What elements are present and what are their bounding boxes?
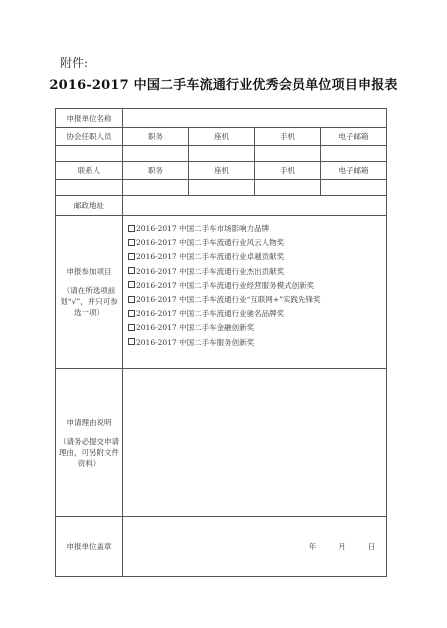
checkbox-icon[interactable] <box>128 225 135 232</box>
checkbox-icon[interactable] <box>128 310 135 317</box>
checkbox-icon[interactable] <box>128 296 135 303</box>
projects-options <box>123 216 387 369</box>
contact-col-landline: 座机 <box>189 162 255 180</box>
contact-mobile-field[interactable] <box>255 180 321 196</box>
attachment-label: 附件: <box>60 56 89 70</box>
project-option[interactable]: 2016-2017 中国二手车流通行业驰名品牌奖 <box>128 307 384 321</box>
row-contact-entry <box>56 180 387 196</box>
contact-position-field[interactable] <box>123 180 189 196</box>
row-address <box>56 196 387 216</box>
seal-label: 申报单位盖章 <box>56 517 123 577</box>
application-form-table <box>55 108 387 577</box>
reason-note: （请务必提交申请理由，可另附文件资料） <box>59 436 119 468</box>
project-option[interactable]: 2016-2017 中国二手车流通行业“互联网+”实践先锋奖 <box>128 293 384 307</box>
address-label: 邮政地址 <box>56 196 123 216</box>
seal-month: 月 <box>338 542 346 551</box>
checkbox-icon[interactable] <box>128 239 135 246</box>
seal-day: 日 <box>367 542 376 551</box>
association-label: 协会任职人员 <box>56 128 123 146</box>
row-projects <box>56 216 387 369</box>
seal-field[interactable] <box>123 517 387 577</box>
contact-label: 联系人 <box>56 162 123 180</box>
reason-label-cell <box>56 369 123 517</box>
checkbox-icon[interactable] <box>128 281 135 288</box>
project-option[interactable]: 2016-2017 中国二手车流通行业杰出贡献奖 <box>128 265 384 279</box>
association-col-position: 职务 <box>123 128 189 146</box>
project-option[interactable]: 2016-2017 中国二手车流通行业卓越贡献奖 <box>128 250 384 264</box>
association-col-mobile: 手机 <box>255 128 321 146</box>
applicant-name-field[interactable] <box>123 109 387 128</box>
contact-email-field[interactable] <box>321 180 387 196</box>
association-col-landline: 座机 <box>189 128 255 146</box>
row-contact-header <box>56 162 387 180</box>
contact-col-mobile: 手机 <box>255 162 321 180</box>
project-option[interactable]: 2016-2017 中国二手车市场影响力品牌 <box>128 222 384 236</box>
association-position-field[interactable] <box>123 146 189 162</box>
association-col-email: 电子邮箱 <box>321 128 387 146</box>
project-option[interactable]: 2016-2017 中国二手车服务创新奖 <box>128 336 384 350</box>
reason-label: 申请理由说明 <box>66 417 112 427</box>
contact-col-email: 电子邮箱 <box>321 162 387 180</box>
applicant-name-label: 申报单位名称 <box>56 109 123 128</box>
projects-label-cell <box>56 216 123 369</box>
address-field[interactable] <box>123 196 387 216</box>
checkbox-icon[interactable] <box>128 338 135 345</box>
reason-field[interactable] <box>123 369 387 517</box>
seal-date <box>309 541 376 552</box>
association-mobile-field[interactable] <box>255 146 321 162</box>
project-option[interactable]: 2016-2017 中国二手车流通行业经营服务模式创新奖 <box>128 279 384 293</box>
row-association-entry <box>56 146 387 162</box>
association-landline-field[interactable] <box>189 146 255 162</box>
row-seal <box>56 517 387 577</box>
contact-landline-field[interactable] <box>189 180 255 196</box>
seal-year: 年 <box>308 542 317 551</box>
checkbox-icon[interactable] <box>128 267 135 274</box>
row-reason <box>56 369 387 517</box>
project-option[interactable]: 2016-2017 中国二手车流通行业风云人物奖 <box>128 236 384 250</box>
projects-note: （请在所选项前划“√”，并只可参选一项） <box>60 286 118 317</box>
projects-label: 申报参加项目 <box>66 267 112 276</box>
row-applicant-name <box>56 109 387 128</box>
contact-col-position: 职务 <box>123 162 189 180</box>
row-association-header <box>56 128 387 146</box>
association-email-field[interactable] <box>321 146 387 162</box>
contact-name-field[interactable] <box>56 180 123 196</box>
project-option[interactable]: 2016-2017 中国二手车金融创新奖 <box>128 321 384 335</box>
checkbox-icon[interactable] <box>128 324 135 331</box>
form-title: 2016-2017 中国二手车流通行业优秀会员单位项目申报表 <box>49 78 398 93</box>
association-name-field[interactable] <box>56 146 123 162</box>
checkbox-icon[interactable] <box>128 253 135 260</box>
